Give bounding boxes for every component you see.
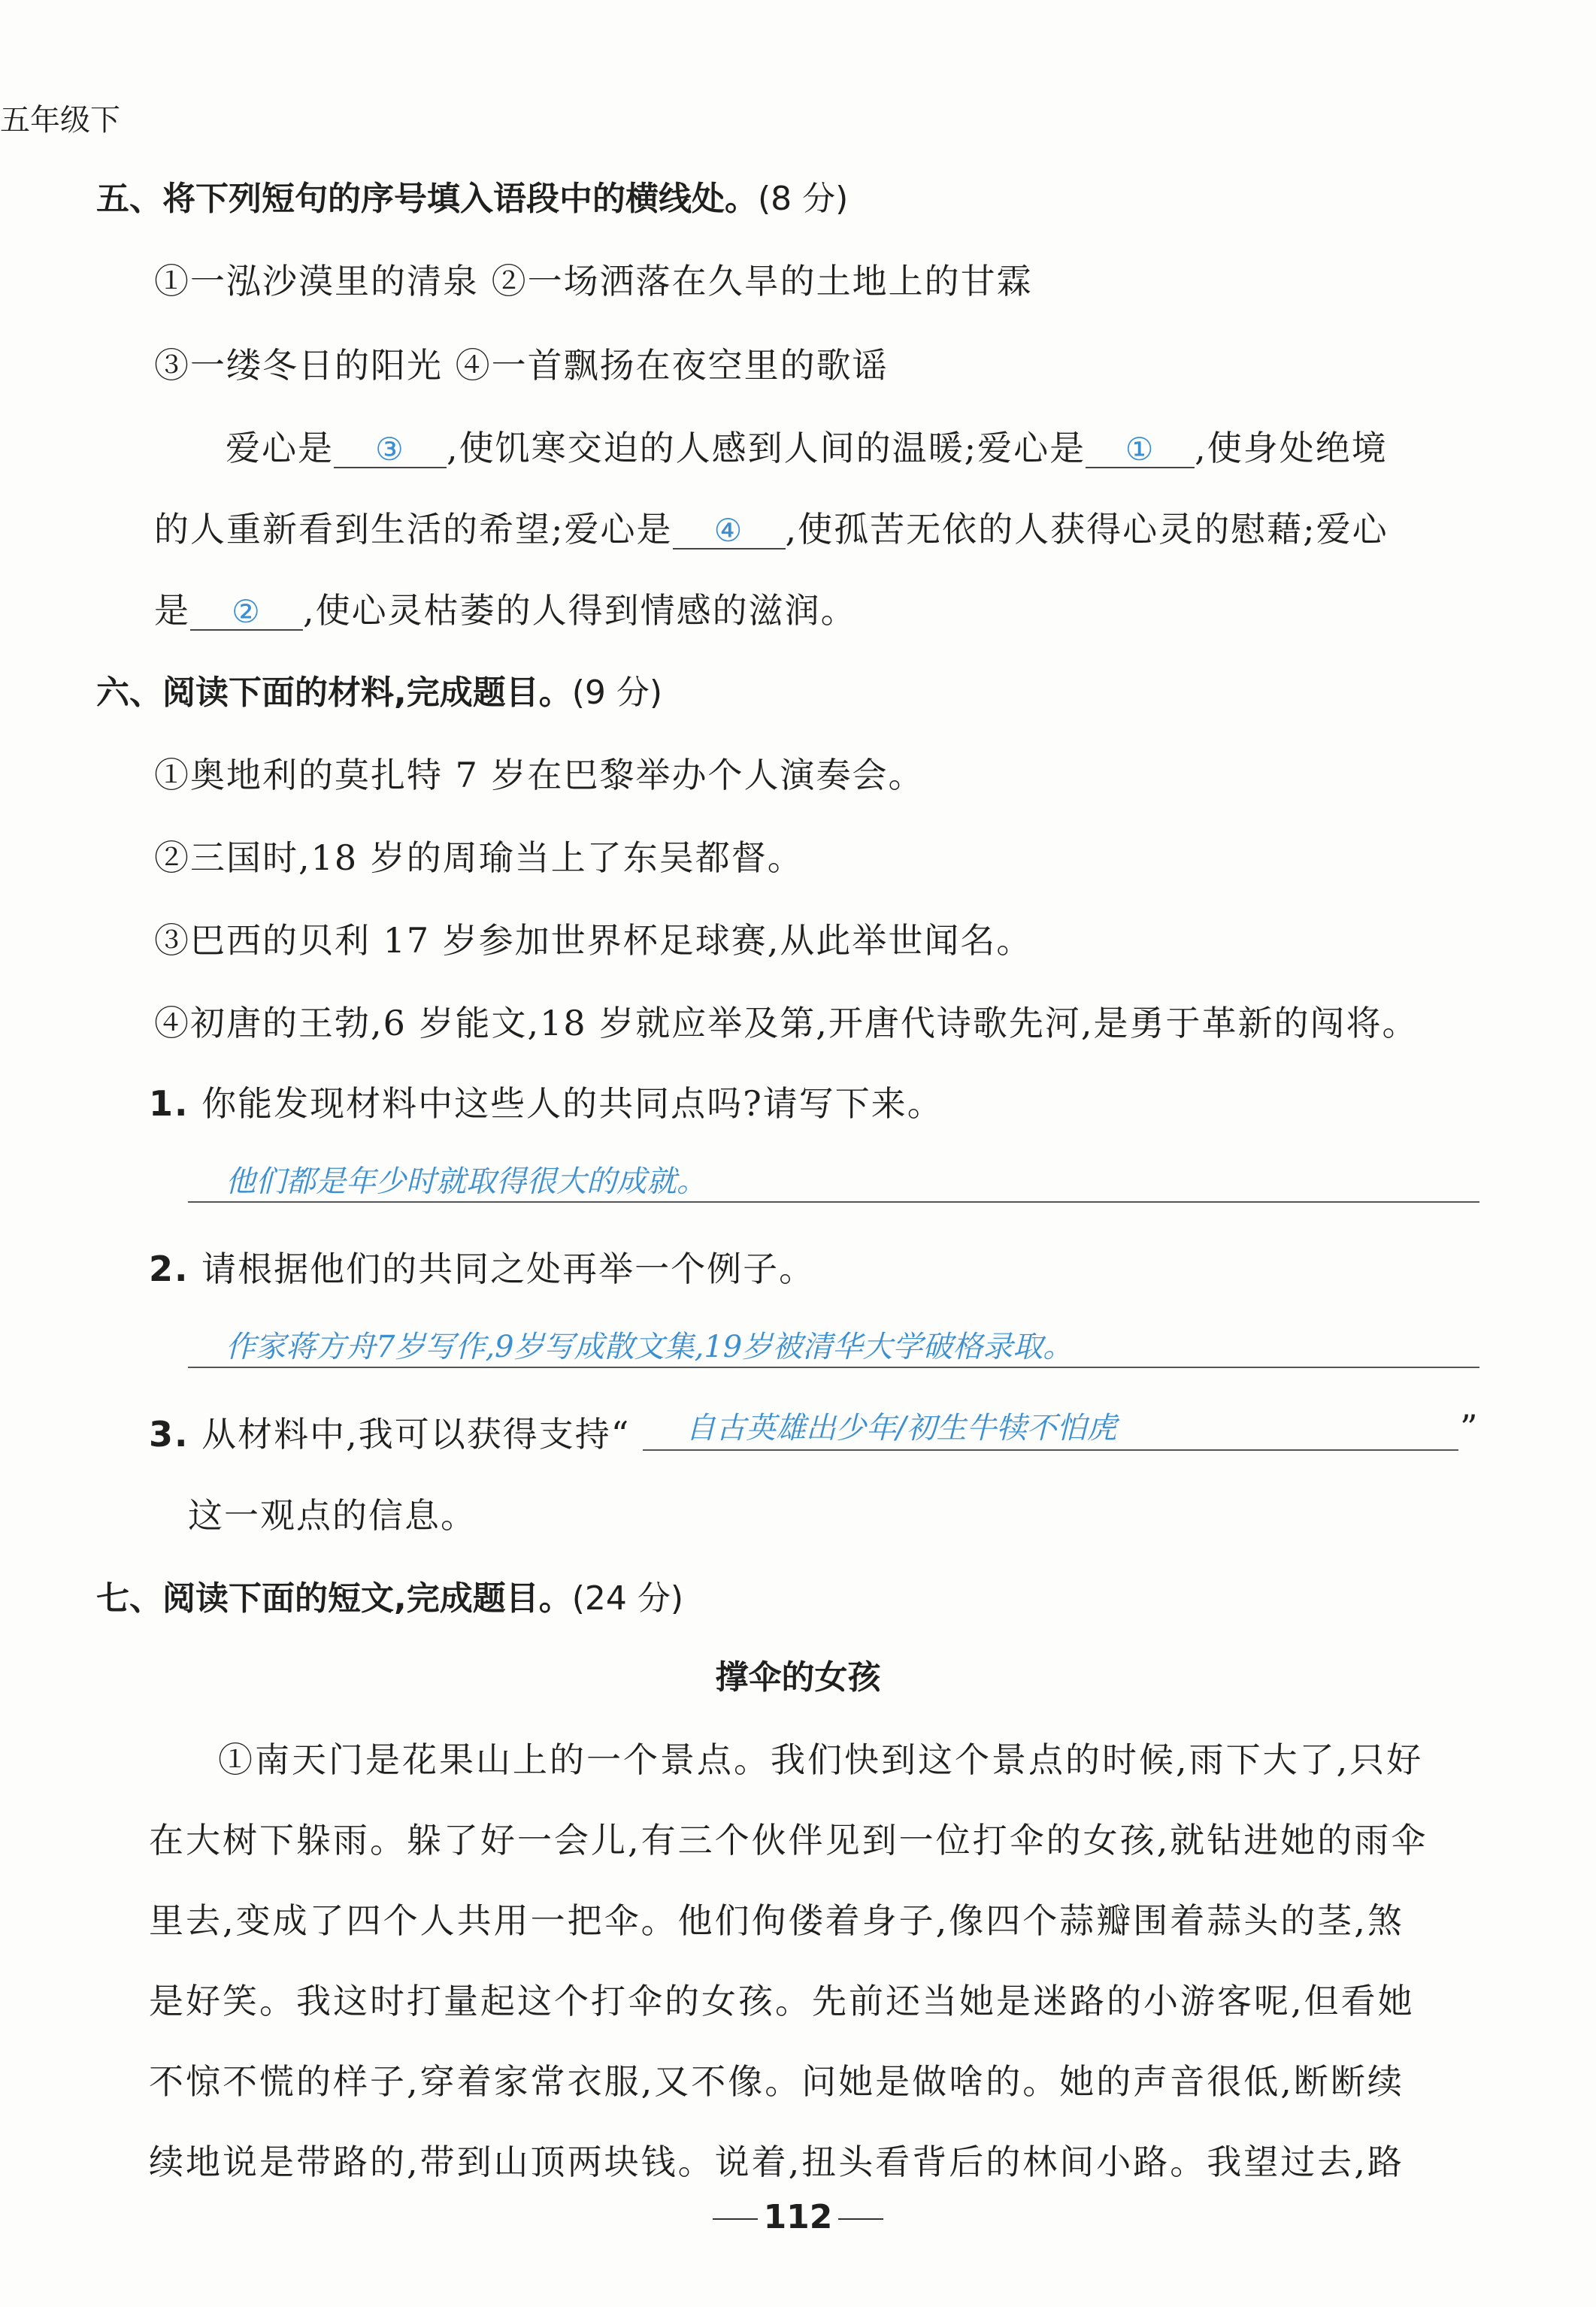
passage-line: ①南天门是花果山上的一个景点。我们快到这个景点的时候,雨下大了,只好 bbox=[218, 1739, 1424, 1780]
page-number-dash bbox=[713, 2218, 758, 2220]
question-3-answer[interactable]: 自古英雄出少年/初生牛犊不怕虎 bbox=[686, 1411, 1117, 1446]
fill-blank-answer[interactable]: ② bbox=[190, 595, 303, 631]
passage-line: 续地说是带路的,带到山顶两块钱。说着,扭头看背后的林间小路。我望过去,路 bbox=[149, 2142, 1404, 2182]
section5-paragraph-line1 bbox=[226, 421, 1388, 471]
answer-line bbox=[188, 1367, 1479, 1368]
text-fragment: 爱心是 bbox=[226, 428, 334, 468]
section5-options-row1: ①一泓沙漠里的清泉 ②一场洒落在久旱的土地上的甘霖 bbox=[154, 261, 1033, 301]
question-number: 1. bbox=[149, 1083, 189, 1124]
section7-title: 七、阅读下面的短文,完成题目。 bbox=[96, 1579, 572, 1618]
answer-line bbox=[188, 1201, 1479, 1203]
story-title: 撑伞的女孩 bbox=[715, 1658, 881, 1697]
section7-points: (24 分) bbox=[571, 1579, 684, 1618]
section6-points: (9 分) bbox=[571, 674, 663, 712]
material-item: ④初唐的王勃,6 岁能文,18 岁就应举及第,开唐代诗歌先河,是勇于革新的闯将。 bbox=[154, 1003, 1419, 1043]
question-number: 2. bbox=[149, 1249, 189, 1289]
section5-title: 五、将下列短句的序号填入语段中的横线处。 bbox=[96, 180, 758, 218]
passage-line: 里去,变成了四个人共用一把伞。他们佝偻着身子,像四个蒜瓣围着蒜头的茎,煞 bbox=[149, 1900, 1404, 1941]
section6-heading bbox=[96, 665, 662, 713]
question-text: 你能发现材料中这些人的共同点吗?请写下来。 bbox=[201, 1083, 943, 1124]
material-item: ①奥地利的莫扎特 7 岁在巴黎举办个人演奏会。 bbox=[154, 755, 925, 795]
fill-blank-answer[interactable]: ③ bbox=[334, 432, 447, 468]
fill-blank-answer[interactable]: ④ bbox=[673, 513, 786, 550]
closing-quote: ” bbox=[1460, 1407, 1479, 1448]
text-fragment: ,使饥寒交迫的人感到人间的温暖;爱心是 bbox=[447, 428, 1086, 468]
section6-title: 六、阅读下面的材料,完成题目。 bbox=[96, 674, 572, 712]
section7-heading bbox=[96, 1571, 683, 1619]
passage-line: 是好笑。我这时打量起这个打伞的女孩。先前还当她是迷路的小游客呢,但看她 bbox=[149, 1981, 1415, 2021]
passage-line: 不惊不慌的样子,穿着家常衣服,又不像。问她是做啥的。她的声音很低,断断续 bbox=[149, 2061, 1404, 2102]
text-fragment: ,使心灵枯萎的人得到情感的滋润。 bbox=[303, 590, 857, 631]
text-fragment: 是 bbox=[154, 590, 190, 631]
question-text: 请根据他们的共同之处再举一个例子。 bbox=[201, 1249, 816, 1289]
section5-paragraph-line2 bbox=[154, 502, 1389, 552]
page-number-value: 112 bbox=[763, 2198, 833, 2236]
section5-heading bbox=[96, 171, 848, 219]
material-item: ②三国时,18 岁的周瑜当上了东吴都督。 bbox=[154, 837, 804, 878]
section5-paragraph-line3 bbox=[154, 583, 857, 633]
page-number bbox=[0, 2198, 1596, 2236]
question-2-answer[interactable]: 作家蒋方舟7岁写作,9岁写成散文集,19岁被清华大学破格录取。 bbox=[226, 1330, 1074, 1364]
question-1-answer[interactable]: 他们都是年少时就取得很大的成就。 bbox=[226, 1164, 707, 1199]
section5-options-row2: ③一缕冬日的阳光 ④一首飘扬在夜空里的歌谣 bbox=[154, 345, 889, 386]
question-3 bbox=[149, 1407, 630, 1457]
text-fragment: ,使孤苦无依的人获得心灵的慰藉;爱心 bbox=[785, 509, 1389, 550]
question-1 bbox=[149, 1076, 943, 1126]
page-number-dash bbox=[838, 2218, 883, 2220]
fill-blank-answer[interactable]: ① bbox=[1086, 432, 1195, 468]
material-item: ③巴西的贝利 17 岁参加世界杯足球赛,从此举世闻名。 bbox=[154, 920, 1033, 961]
text-fragment: ,使身处绝境 bbox=[1195, 428, 1388, 468]
question-text: 从材料中,我可以获得支持“ bbox=[201, 1414, 631, 1455]
answer-line bbox=[643, 1449, 1458, 1451]
text-fragment: 的人重新看到生活的希望;爱心是 bbox=[154, 509, 673, 550]
section5-points: (8 分) bbox=[758, 180, 849, 218]
question-number: 3. bbox=[149, 1414, 189, 1455]
question-2 bbox=[149, 1242, 815, 1291]
grade-label: 五年级下 bbox=[0, 103, 120, 138]
passage-line: 在大树下躲雨。躲了好一会儿,有三个伙伴见到一位打伞的女孩,就钻进她的雨伞 bbox=[149, 1820, 1428, 1860]
question-3-tail: 这一观点的信息。 bbox=[188, 1495, 477, 1536]
